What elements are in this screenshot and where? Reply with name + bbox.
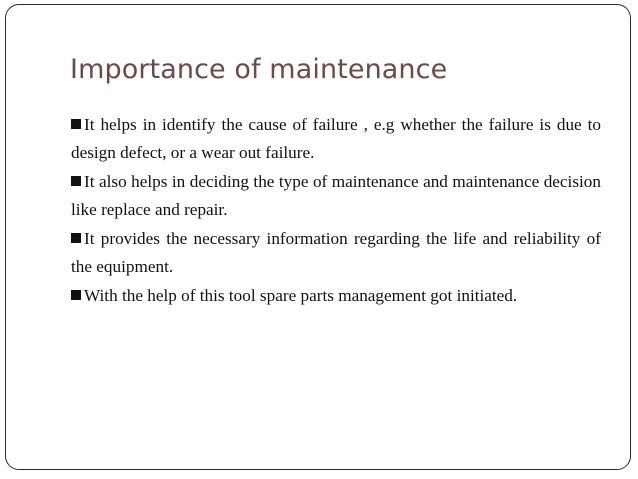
list-item [71, 282, 601, 310]
bullet-text: It provides the necessary information regarding the life and reliability of the equipment. [71, 229, 601, 276]
bullet-list [71, 111, 601, 312]
square-bullet-icon [71, 290, 81, 300]
list-item [71, 168, 601, 223]
square-bullet-icon [71, 119, 81, 129]
bullet-text: It helps in identify the cause of failure , e.g whether the failure is due to design defect, or a wear out failure. [71, 115, 601, 162]
bullet-text: With the help of this tool spare parts management got initiated. [84, 286, 518, 305]
slide-title: Importance of maintenance [70, 54, 448, 85]
list-item [71, 111, 601, 166]
square-bullet-icon [71, 176, 81, 186]
bullet-text: It also helps in deciding the type of maintenance and maintenance decision like replace and repair. [71, 172, 601, 219]
square-bullet-icon [71, 233, 81, 243]
list-item [71, 225, 601, 280]
